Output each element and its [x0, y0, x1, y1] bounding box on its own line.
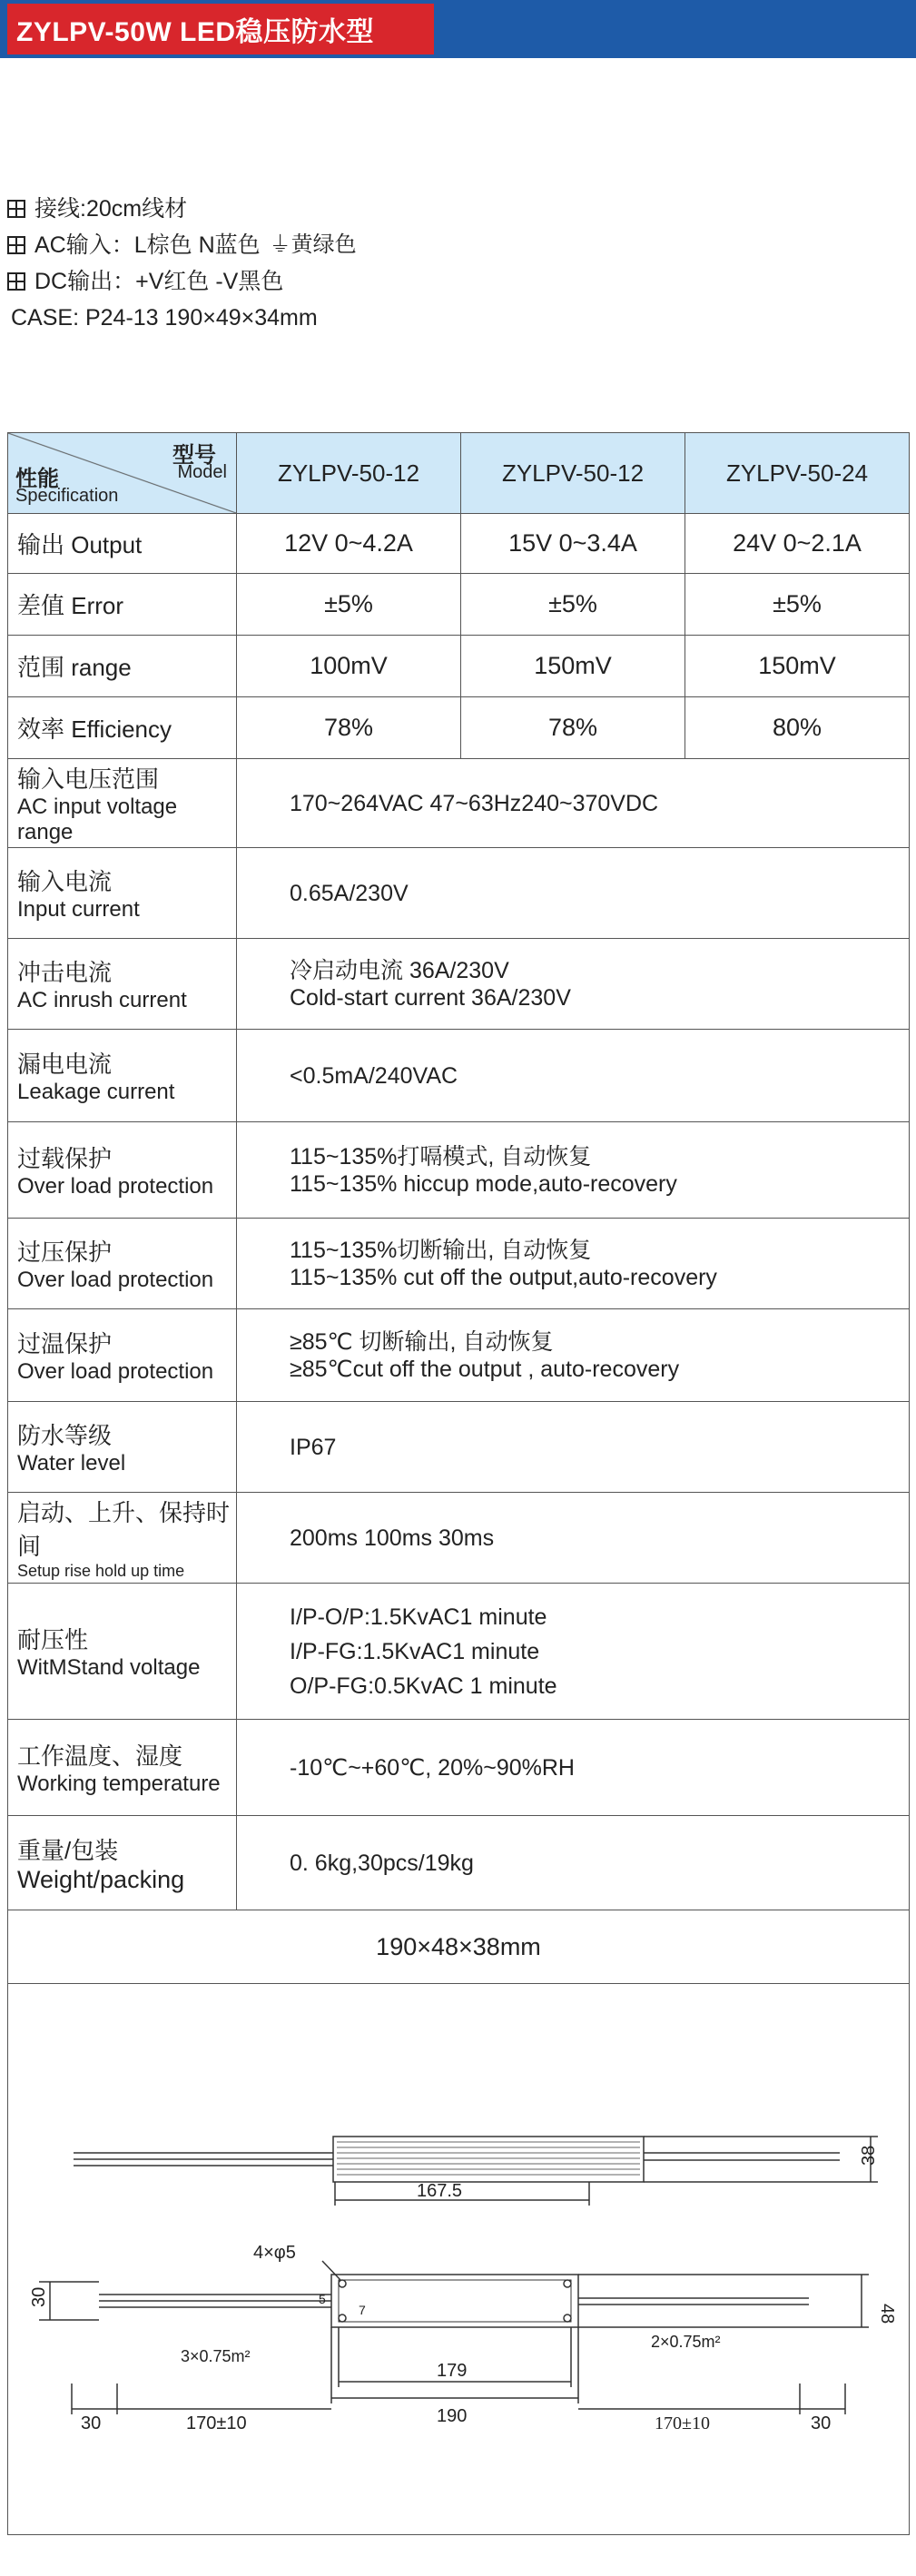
row-label-en: AC input voltage range [17, 795, 178, 844]
title-banner [0, 0, 916, 58]
row-label [8, 1309, 237, 1402]
page-title: ZYLPV-50W LED稳压防水型 [16, 17, 375, 47]
row-label-cn: 重量/包装 [17, 1836, 119, 1864]
table-row [8, 1402, 910, 1493]
case-text: CASE: P24-13 190×49×34mm [11, 305, 318, 331]
dim-label: 30 [29, 2286, 49, 2307]
value-line: ≥85℃cut off the output , auto-recovery [290, 1356, 680, 1382]
cell-value: ±5% [461, 574, 685, 636]
cell-value: 80% [685, 697, 910, 759]
row-label-en: Working temperature [17, 1772, 221, 1796]
mount-hole [564, 2280, 571, 2287]
table-row [8, 514, 910, 574]
dim-label: 5 [319, 2292, 326, 2306]
housing-inner [339, 2280, 571, 2322]
cell-value [237, 1030, 910, 1122]
row-label [8, 1402, 237, 1493]
row-label [8, 1720, 237, 1816]
row-label-cn: 工作温度、湿度 [17, 1742, 183, 1770]
row-label [8, 1219, 237, 1309]
model-header: ZYLPV-50-12 [237, 433, 461, 514]
dim-label: 170±10 [655, 2413, 710, 2433]
earth-text: ⏚黄绿色 [269, 232, 357, 257]
row-label-cn: 冲击电流 [17, 959, 113, 986]
value-line: IP67 [290, 1434, 337, 1460]
dimension-drawing [8, 1984, 910, 2535]
row-label-en: Weight/packing [17, 1865, 185, 1893]
cell-value: 78% [237, 697, 461, 759]
dimensions-row [8, 1910, 910, 1984]
spec-table [7, 432, 910, 2535]
cell-value [237, 1122, 910, 1219]
table-row [8, 848, 910, 939]
row-label-en: Input current [17, 897, 140, 922]
value-line: 115~135%切断输出, 自动恢复 [290, 1237, 592, 1263]
value-line: 170~264VAC 47~63Hz240~370VDC [290, 790, 659, 816]
cell-value: 15V 0~3.4A [461, 514, 685, 574]
cell-value: 150mV [461, 636, 685, 697]
row-label-en: Water level [17, 1451, 126, 1476]
ac-input-text: AC输入：L棕色 N蓝色 [34, 232, 261, 258]
row-label [8, 1030, 237, 1122]
dim-label: 179 [437, 2361, 468, 2381]
mount-hole [339, 2280, 346, 2287]
cell-value: 100mV [237, 636, 461, 697]
value-line: 115~135%打嗝模式, 自动恢复 [290, 1143, 592, 1170]
cell-value: ±5% [237, 574, 461, 636]
row-label [8, 848, 237, 939]
table-row [8, 939, 910, 1030]
dim-label: 4×φ5 [253, 2243, 296, 2263]
value-line: 115~135% hiccup mode,auto-recovery [290, 1170, 677, 1197]
header-corner [8, 433, 237, 514]
dc-output-line [7, 263, 357, 300]
value-line: Cold-start current 36A/230V [290, 984, 571, 1011]
corner-spec-cn: 性能 [15, 467, 59, 491]
drawing-row [8, 1984, 910, 2535]
cell-value [237, 1402, 910, 1493]
mount-hole [564, 2314, 571, 2322]
row-label-cn: 耐压性 [17, 1626, 89, 1653]
corner-model-cn: 型号 [172, 443, 216, 468]
dim-label: 190 [437, 2406, 468, 2426]
wiring-line [7, 191, 357, 227]
row-label: 效率 Efficiency [8, 697, 237, 759]
row-label-cn: 输入电流 [17, 868, 113, 895]
row-label [8, 1584, 237, 1720]
table-row [8, 1720, 910, 1816]
cell-value [237, 1584, 910, 1720]
corner-model-en: Model [177, 462, 227, 482]
dim-label: 170±10 [186, 2413, 247, 2433]
row-label [8, 1816, 237, 1910]
cell-value [237, 1816, 910, 1910]
cell-value: 78% [461, 697, 685, 759]
table-row [8, 1493, 910, 1584]
dim-label: 7 [359, 2303, 366, 2317]
row-label-cn: 过温保护 [17, 1330, 113, 1357]
row-label-en: Over load protection [17, 1174, 214, 1199]
table-row [8, 1122, 910, 1219]
cell-value [237, 1493, 910, 1584]
cell-value [237, 1219, 910, 1309]
row-label-cn: 启动、上升、保持时间 [17, 1499, 231, 1560]
overall-dimensions: 190×48×38mm [8, 1910, 910, 1984]
row-label-en: Setup rise hold up time [17, 1562, 185, 1580]
row-label-en: AC inrush current [17, 988, 187, 1012]
cell-value: 12V 0~4.2A [237, 514, 461, 574]
value-line: -10℃~+60℃, 20%~90%RH [290, 1754, 575, 1781]
table-row [8, 1030, 910, 1122]
value-line: 0.65A/230V [290, 880, 409, 906]
dim-label: 30 [81, 2413, 102, 2433]
value-line: 冷启动电流 36A/230V [290, 957, 509, 983]
row-label-en: Leakage current [17, 1080, 175, 1104]
housing-fins [337, 2142, 640, 2175]
row-label: 范围 range [8, 636, 237, 697]
cell-value [237, 939, 910, 1030]
connector-icon [7, 236, 25, 254]
cell-value [237, 1309, 910, 1402]
dim-label: 38 [859, 2145, 879, 2166]
cell-value [237, 1720, 910, 1816]
connector-icon [7, 272, 25, 291]
model-header: ZYLPV-50-12 [461, 433, 685, 514]
value-line: O/P-FG:0.5KvAC 1 minute [290, 1673, 557, 1699]
table-row [8, 1219, 910, 1309]
drawing-svg [8, 1984, 907, 2534]
row-label-cn: 防水等级 [17, 1422, 113, 1449]
mount-hole [339, 2314, 346, 2322]
dc-output-text: DC输出：+V红色 -V黑色 [34, 269, 284, 294]
row-label-cn: 漏电电流 [17, 1051, 113, 1078]
dim-label: 2×0.75m² [651, 2333, 721, 2351]
cell-value: ±5% [685, 574, 910, 636]
table-row [8, 1309, 910, 1402]
ac-input-line [7, 227, 357, 263]
dimension-labels [29, 2146, 897, 2433]
cell-value [237, 848, 910, 939]
wire-icon [7, 200, 25, 218]
row-label-en: WitMStand voltage [17, 1655, 201, 1680]
corner-spec-en: Specification [15, 486, 119, 506]
dim-label: 3×0.75m² [181, 2347, 251, 2365]
value-line: <0.5mA/240VAC [290, 1062, 458, 1089]
case-line [11, 300, 357, 336]
row-label-en: Over load protection [17, 1359, 214, 1384]
wiring-info [7, 191, 357, 336]
row-label-en: Over load protection [17, 1268, 214, 1292]
model-header: ZYLPV-50-24 [685, 433, 910, 514]
value-line: 200ms 100ms 30ms [290, 1525, 495, 1551]
row-label [8, 759, 237, 848]
table-row [8, 759, 910, 848]
value-line: ≥85℃ 切断输出, 自动恢复 [290, 1328, 554, 1355]
row-label-cn: 过载保护 [17, 1145, 113, 1172]
row-label: 输出 Output [8, 514, 237, 574]
row-label [8, 1493, 237, 1584]
cell-value: 24V 0~2.1A [685, 514, 910, 574]
table-header-row [8, 433, 910, 514]
value-line: 0. 6kg,30pcs/19kg [290, 1850, 474, 1876]
value-line: I/P-FG:1.5KvAC1 minute [290, 1638, 540, 1664]
table-row [8, 1584, 910, 1720]
dim-label: 167.5 [417, 2181, 463, 2201]
table-row [8, 697, 910, 759]
cell-value: 150mV [685, 636, 910, 697]
row-label: 差值 Error [8, 574, 237, 636]
row-label-cn: 输入电压范围 [17, 765, 160, 793]
value-line: 115~135% cut off the output,auto-recovery [290, 1264, 717, 1290]
row-label-cn: 过压保护 [17, 1239, 113, 1266]
value-line: I/P-O/P:1.5KvAC1 minute [290, 1604, 547, 1630]
dim-label: 48 [877, 2304, 897, 2324]
cell-value [237, 759, 910, 848]
table-row [8, 574, 910, 636]
wiring-wire-text: 接线:20cm线材 [34, 196, 188, 222]
table-row [8, 1816, 910, 1910]
row-label [8, 1122, 237, 1219]
dim-label: 30 [811, 2413, 832, 2433]
table-row [8, 636, 910, 697]
housing-side-view [331, 2275, 578, 2327]
row-label [8, 939, 237, 1030]
